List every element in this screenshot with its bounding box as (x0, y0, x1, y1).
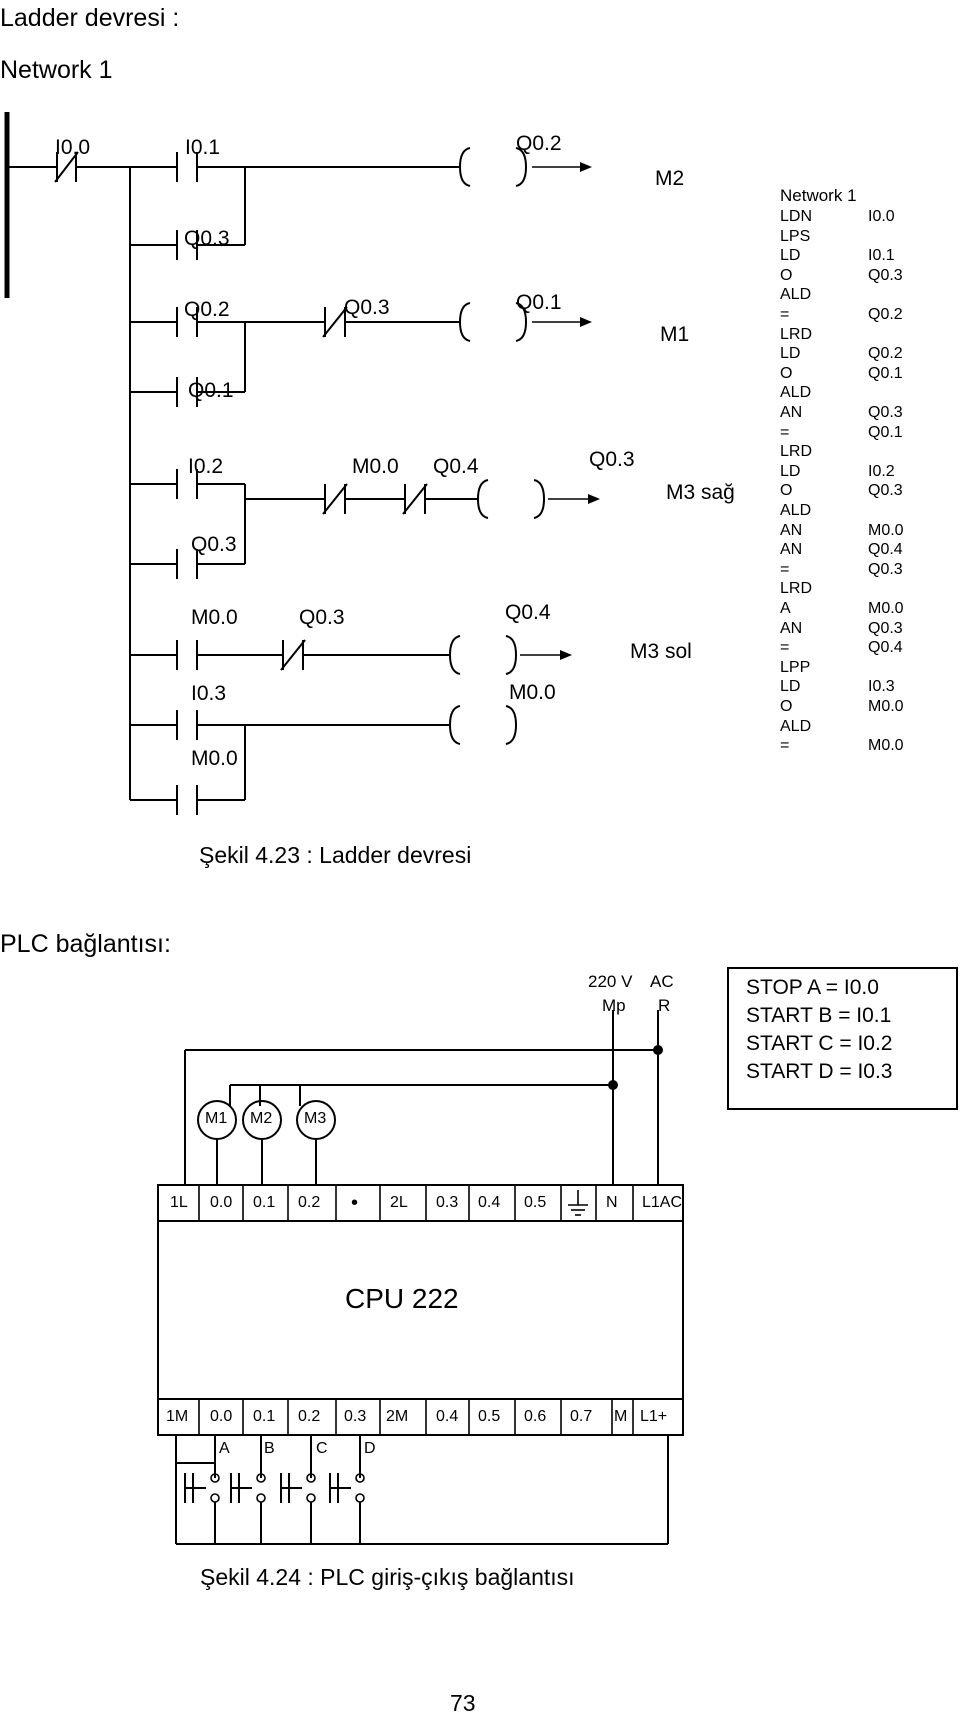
contact-label: Q0.4 (433, 455, 479, 478)
cpu-bottom-strip (158, 1399, 683, 1435)
il-arg: Q0.3 (868, 266, 903, 284)
cpu-top-terminal: L1AC (642, 1194, 683, 1211)
il-op: LDN (780, 208, 813, 225)
pushbutton-d (330, 1435, 364, 1544)
contact-no-i03 (177, 710, 197, 740)
coil-label: Q0.2 (516, 132, 562, 155)
contact-no-m00-b (177, 785, 197, 815)
cpu-top-strip (158, 1185, 683, 1221)
cpu-top-terminal: N (606, 1194, 618, 1211)
il-op: LRD (780, 325, 813, 343)
cpu-bottom-terminal: 1M (166, 1408, 189, 1425)
motor-label: M1 (205, 1110, 228, 1127)
contact-label: Q0.3 (184, 227, 230, 250)
contact-label: I0.2 (188, 455, 224, 478)
il-title: Network 1 (780, 186, 857, 205)
contact-nc-m00-a (323, 484, 347, 514)
pushbutton-a (185, 1435, 219, 1544)
coil-output: M3 sağ (666, 481, 735, 504)
il-op: ALD (780, 502, 812, 519)
il-arg: I0.2 (868, 462, 895, 480)
il-op: A (780, 600, 791, 617)
il-op: AN (780, 619, 803, 637)
il-op: O (780, 364, 793, 382)
coil-output: M3 sol (630, 640, 692, 663)
cpu-bottom-terminal: 0.0 (210, 1408, 233, 1425)
contact-label: Q0.1 (188, 379, 234, 402)
cpu-bottom-terminal: L1+ (640, 1408, 668, 1425)
contact-label: M0.0 (352, 455, 399, 478)
il-arg: I0.0 (868, 208, 895, 225)
il-arg: Q0.4 (868, 639, 903, 657)
supply-mp: Mp (602, 996, 626, 1015)
contact-label: I0.1 (185, 136, 221, 159)
contact-label: I0.0 (55, 136, 91, 159)
il-op: O (780, 698, 793, 715)
pushbutton-b (231, 1435, 265, 1544)
cpu-bottom-terminal: 0.4 (436, 1408, 459, 1425)
il-op: = (780, 737, 790, 755)
cpu-top-terminal: 0.2 (298, 1194, 321, 1211)
coil-label: M0.0 (509, 681, 556, 704)
il-op: LD (780, 462, 801, 480)
contact-label: M0.0 (191, 747, 238, 770)
pushbutton-c (281, 1435, 315, 1544)
coil-output: M1 (660, 323, 690, 346)
caption-plc: Şekil 4.24 : PLC giriş-çıkış bağlantısı (200, 1564, 575, 1590)
il-op: O (780, 266, 793, 284)
il-arg: M0.0 (868, 600, 904, 617)
legend-line: STOP A = I0.0 (746, 976, 879, 999)
cpu-bottom-terminal: 2M (386, 1408, 409, 1425)
il-arg: M0.0 (868, 737, 904, 755)
il-op: LD (780, 345, 801, 363)
contact-label: Q0.3 (299, 606, 345, 629)
contact-label: Q0.2 (184, 298, 230, 321)
coil-q03 (478, 480, 544, 518)
legend-line: START D = I0.3 (746, 1060, 893, 1083)
cpu-bottom-terminal: 0.1 (253, 1408, 276, 1425)
legend-line: START B = I0.1 (746, 1004, 892, 1027)
supply-ac: AC (650, 972, 674, 991)
il-op: ALD (780, 286, 812, 304)
il-arg: I0.1 (868, 247, 895, 265)
cpu-top-terminal: • (351, 1192, 359, 1214)
supply-voltage: 220 V (588, 972, 633, 991)
contact-no-m00-a (177, 640, 197, 670)
plc-heading: PLC bağlantısı: (0, 930, 171, 958)
il-op: AN (780, 521, 803, 539)
cpu-top-terminal: 0.4 (478, 1194, 501, 1211)
il-arg: Q0.2 (868, 345, 903, 363)
caption-ladder: Şekil 4.23 : Ladder devresi (199, 842, 472, 868)
contact-label: M0.0 (191, 606, 238, 629)
button-label: D (364, 1440, 376, 1457)
network-title: Network 1 (0, 56, 113, 84)
cpu-bottom-terminal: 0.2 (298, 1408, 321, 1425)
il-arg: Q0.2 (868, 306, 903, 323)
coil-label: Q0.4 (505, 601, 551, 624)
button-label: B (264, 1440, 275, 1457)
motor-label: M2 (250, 1110, 273, 1127)
il-arg: M0.0 (868, 521, 904, 539)
il-op: LD (780, 678, 801, 696)
page-heading: Ladder devresi : (0, 4, 180, 32)
contact-nc-q04 (403, 484, 427, 514)
cpu-top-terminal: 0.3 (436, 1194, 459, 1211)
cpu-top-terminal: 2L (390, 1194, 408, 1211)
il-op: AN (780, 541, 803, 559)
il-op: O (780, 482, 793, 500)
il-op: ALD (780, 717, 812, 735)
cpu-top-terminal: 0.1 (253, 1194, 276, 1211)
contact-label: Q0.3 (191, 533, 237, 556)
il-op: LPS (780, 227, 811, 245)
il-arg: Q0.1 (868, 423, 903, 441)
cpu-bottom-terminal: M (614, 1408, 628, 1425)
cpu-name: CPU 222 (345, 1283, 459, 1314)
il-arg: Q0.4 (868, 541, 903, 559)
coil-label: Q0.3 (589, 448, 635, 471)
il-op: = (780, 306, 790, 323)
ground-icon (568, 1190, 588, 1215)
il-op: LRD (780, 580, 813, 598)
cpu-top-terminal: 0.0 (210, 1194, 233, 1211)
il-op: LPP (780, 658, 811, 676)
coil-label: Q0.1 (516, 291, 562, 314)
cpu-bottom-terminal: 0.6 (524, 1408, 547, 1425)
il-op: = (780, 639, 790, 657)
il-op: ALD (780, 384, 812, 402)
coil-m00 (450, 706, 516, 744)
il-op: LRD (780, 443, 813, 461)
il-arg: M0.0 (868, 698, 904, 715)
button-label: A (219, 1440, 230, 1457)
cpu-bottom-terminal: 0.5 (478, 1408, 501, 1425)
il-op: LD (780, 247, 801, 265)
contact-nc-q03-d (281, 640, 305, 670)
cpu-bottom-terminal: 0.7 (570, 1408, 593, 1425)
legend-line: START C = I0.2 (746, 1032, 893, 1055)
il-arg: Q0.3 (868, 560, 903, 578)
cpu-top-terminal: 1L (170, 1194, 188, 1211)
button-label: C (316, 1440, 328, 1457)
coil-output: M2 (655, 167, 685, 190)
il-op: AN (780, 404, 803, 421)
il-arg: I0.3 (868, 678, 895, 696)
il-op: = (780, 560, 790, 578)
contact-label: I0.3 (191, 682, 227, 705)
cpu-bottom-terminal: 0.3 (344, 1408, 367, 1425)
motor-label: M3 (304, 1110, 327, 1127)
page-number: 73 (450, 1690, 476, 1716)
coil-q04 (450, 636, 516, 674)
il-arg: Q0.3 (868, 619, 903, 637)
il-arg: Q0.3 (868, 404, 903, 421)
il-op: = (780, 423, 790, 441)
il-arg: Q0.3 (868, 482, 903, 500)
cpu-top-terminal: 0.5 (524, 1194, 547, 1211)
il-arg: Q0.1 (868, 364, 903, 382)
supply-r: R (658, 996, 671, 1015)
contact-label: Q0.3 (344, 296, 390, 319)
